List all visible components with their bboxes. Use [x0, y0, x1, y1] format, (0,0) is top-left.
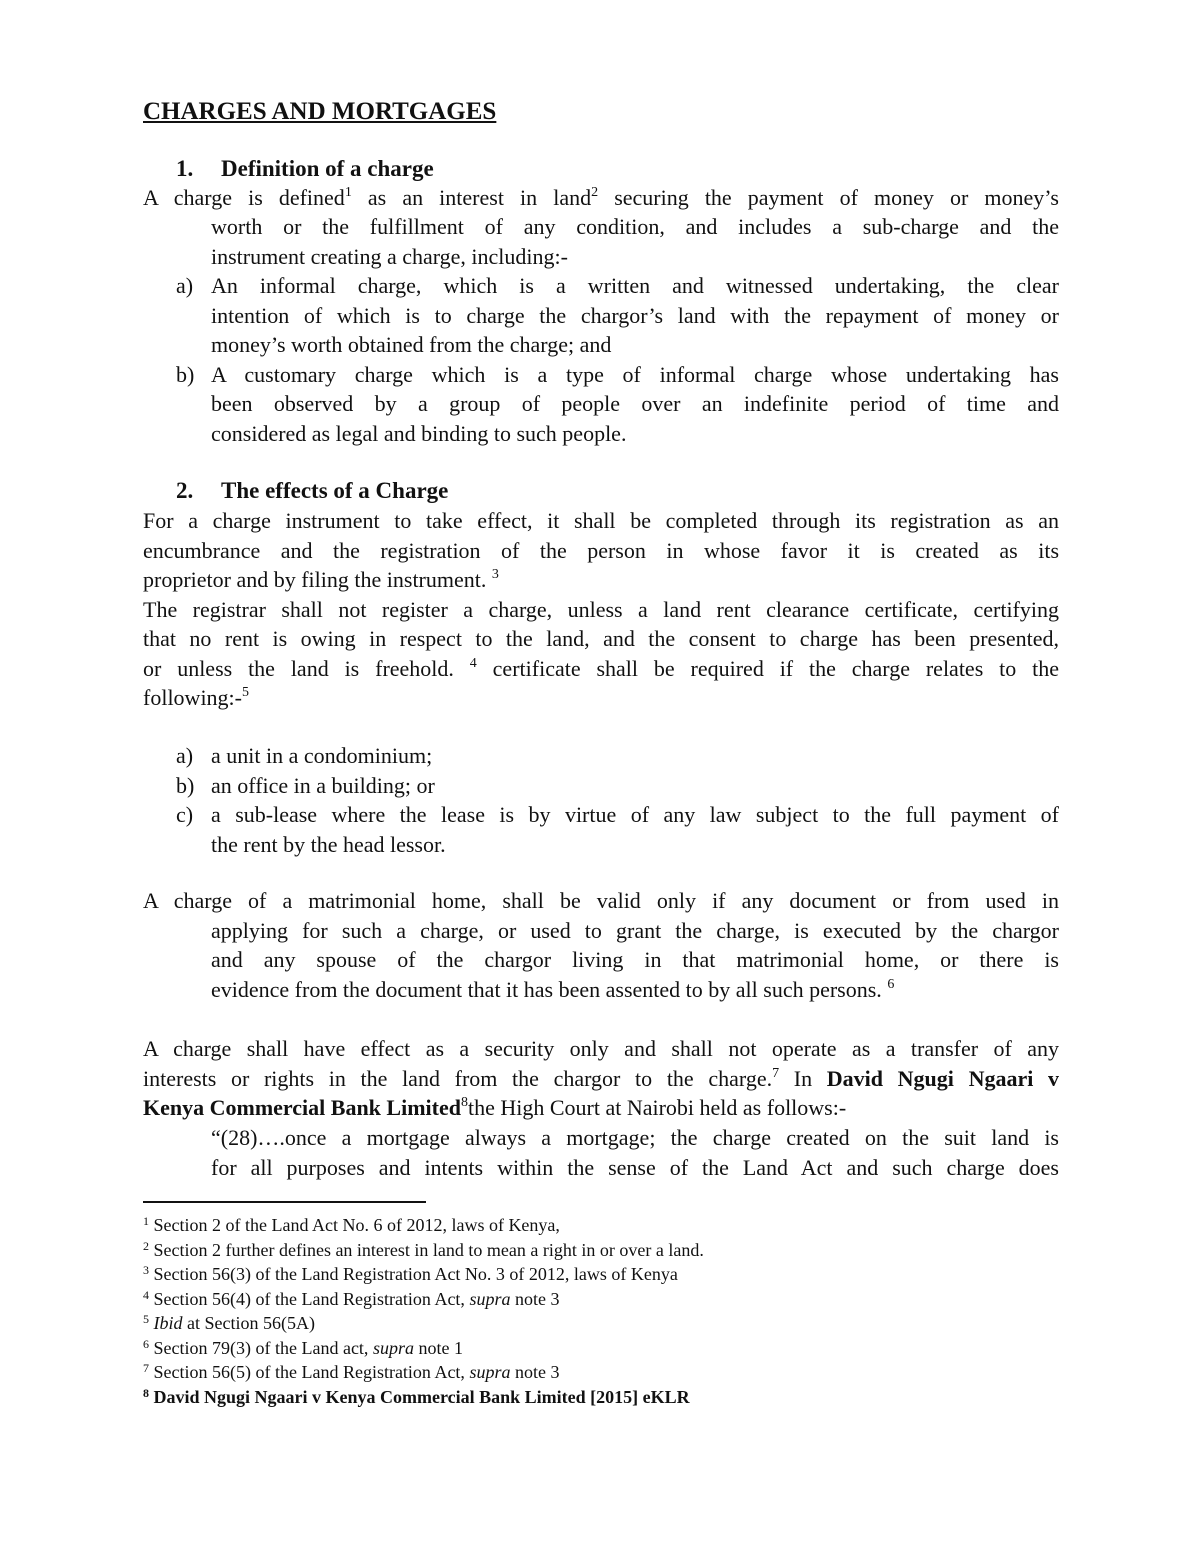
list-marker: c) [176, 802, 194, 827]
paragraph-line: interests or rights in the land from the chargor to the charge.$^7$ In David Ngugi Ngaari v [143, 1065, 1059, 1091]
list-item [176, 360, 1059, 449]
list-line: A customary charge which is a type of informal charge whose undertaking has [211, 361, 1059, 387]
paragraph-line: For a charge instrument to take effect, it shall be completed through its registration as an [143, 508, 1059, 533]
footnote: $^3$ Section 56(3) of the Land Registration Act No. 3 of 2012, laws of Kenya [143, 1263, 678, 1284]
list-marker: a) [176, 743, 194, 768]
list-line: the rent by the head lessor. [211, 831, 446, 857]
paragraph-line: A charge of a matrimonial home, shall be valid only if any document or from used in [143, 888, 1059, 913]
footnote: $^5$ Ibid at Section 56(5A) [143, 1312, 315, 1333]
footnote: $^2$ Section 2 further defines an interest in land to mean a right in or over a land. [143, 1238, 704, 1260]
list-line: an office in a building; or [211, 772, 435, 798]
definition-line-3: instrument creating a charge, including:- [211, 243, 568, 269]
definition-list [176, 271, 1059, 448]
footnote-separator [143, 1201, 426, 1203]
list-line: a sub-lease where the lease is by virtue of any law subject to the full payment of [211, 802, 1059, 827]
case-name: David Ngugi Ngaari v [826, 1065, 1059, 1091]
list-line: considered as legal and binding to such people. [211, 420, 627, 446]
list-line: a unit in a condominium; [211, 743, 433, 768]
paragraph-line: following:-$^5$ [143, 685, 249, 710]
certificate-list [176, 741, 1059, 859]
list-line: An informal charge, which is a written and witnessed undertaking, the clear [211, 273, 1059, 298]
footnote: $^6$ Section 79(3) of the Land act, supra note 1 [143, 1336, 463, 1358]
matrimonial-paragraph [143, 886, 1059, 916]
paragraph-line: applying for such a charge, or used to grant the charge, is executed by the chargor [211, 917, 1059, 943]
section-2-title: The effects of a Charge [221, 478, 449, 503]
paragraph-line: that no rent is owing in respect to the land, and the consent to charge has been presented, [143, 626, 1059, 651]
section-1-title: Definition of a charge [221, 156, 434, 181]
paragraph-line: The registrar shall not register a charge, unless a land rent clearance certificate, certifying [143, 596, 1059, 622]
footnote: $^4$ Section 56(4) of the Land Registration Act, supra note 3 [143, 1287, 560, 1309]
section-2-number: 2. [176, 478, 194, 503]
court-quote [211, 1123, 1059, 1182]
document-title: CHARGES AND MORTGAGES [143, 98, 497, 125]
list-line: money’s worth obtained from the charge; and [211, 332, 612, 357]
footnote: $^7$ Section 56(5) of the Land Registration Act, supra note 3 [143, 1361, 560, 1382]
section-2-heading [176, 478, 576, 508]
list-marker: b) [176, 772, 195, 798]
paragraph-line: Kenya Commercial Bank Limited$^8$the High Court at Nairobi held as follows:- [143, 1095, 847, 1120]
definition-continuation [211, 212, 1059, 271]
effects-paragraph [143, 506, 1059, 713]
paragraph-line: A charge shall have effect as a security only and shall not operate as a transfer of any [143, 1036, 1059, 1061]
list-item [176, 771, 1059, 801]
list-item [176, 800, 1059, 859]
security-paragraph [143, 1034, 1059, 1123]
footnotes [143, 1213, 704, 1409]
case-name: Kenya Commercial Bank Limited [143, 1095, 461, 1120]
list-item [176, 271, 1059, 360]
definition-paragraph [143, 183, 1059, 213]
paragraph-line: evidence from the document that it has been assented to by all such persons. $^6$ [211, 976, 895, 1002]
definition-line-1: A charge is defined$^1$ as an interest in land$^2$ securing the payment of money or money’s [143, 185, 1059, 210]
list-marker: b) [176, 361, 195, 387]
footnote: $^1$ Section 2 of the Land Act No. 6 of 2012, laws of Kenya, [143, 1214, 560, 1235]
list-line: been observed by a group of people over an indefinite period of time and [211, 391, 1059, 416]
list-item [176, 741, 1059, 771]
paragraph-line: proprietor and by filing the instrument. $^3$ [143, 567, 499, 592]
footnote: $^8$ David Ngugi Ngaari v Kenya Commercial Bank Limited [2015] eKLR [143, 1385, 690, 1407]
matrimonial-continuation [211, 916, 1059, 1005]
quote-line: “(28)….once a mortgage always a mortgage; the charge created on the suit land is [211, 1125, 1059, 1150]
paragraph-line: or unless the land is freehold. $^4$ certificate shall be required if the charge relates to the [143, 655, 1059, 681]
section-1-number: 1. [176, 156, 194, 181]
list-marker: a) [176, 273, 194, 298]
quote-line: for all purposes and intents within the sense of the Land Act and such charge does [211, 1154, 1059, 1180]
section-1-heading [176, 156, 576, 186]
list-line: intention of which is to charge the chargor’s land with the repayment of money or [211, 302, 1059, 328]
paragraph-line: encumbrance and the registration of the person in whose favor it is created as its [143, 537, 1059, 563]
definition-line-2: worth or the fulfillment of any condition, and includes a sub-charge and the [211, 214, 1059, 239]
paragraph-line: and any spouse of the chargor living in that matrimonial home, or there is [211, 947, 1059, 972]
